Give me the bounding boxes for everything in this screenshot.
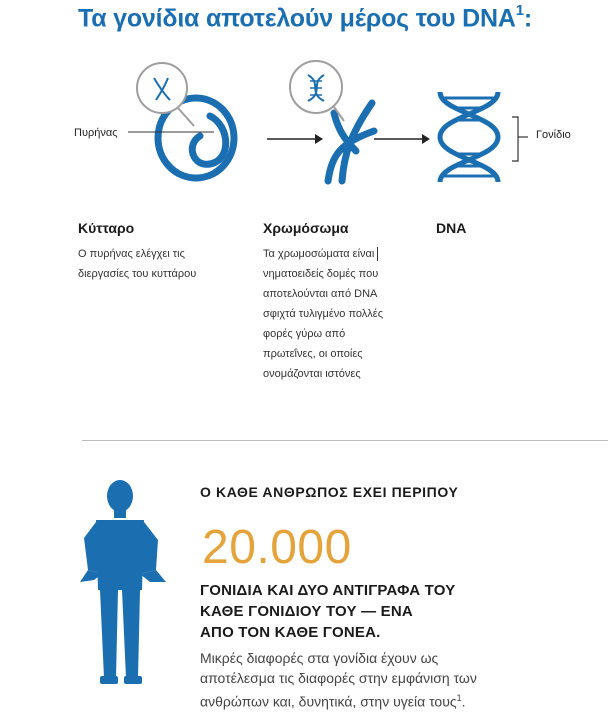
gene-bracket — [510, 115, 530, 165]
dna-helix-illustration — [434, 90, 504, 184]
cell-heading: Κύτταρο — [78, 220, 135, 236]
note-footnote: 1 — [456, 693, 462, 703]
stat-intro: Ο ΚΑΘΕ ΑΝΘΡΩΠΟΣ ΕΧΕΙ ΠΕΡΙΠΟΥ — [200, 484, 459, 500]
arrow-right-icon — [372, 132, 432, 146]
stat-description: ΓΟΝΙΔΙΑ ΚΑΙ ΔΥΟ ΑΝΤΙΓΡΑΦΑ ΤΟΥ ΚΑΘΕ ΓΟΝΙΔΙΟΥ ΤΟΥ — ΕΝΑ ΑΠΟ ΤΟΝ ΚΑΘΕ ΓΟΝΕΑ. — [200, 582, 456, 641]
dna-heading: DNA — [436, 220, 467, 236]
section-divider — [82, 440, 608, 441]
stat-number: 20.000 — [202, 521, 352, 574]
chromosome-heading: Χρωμόσωμα — [263, 220, 349, 236]
stat-note: Μικρές διαφορές στα γονίδια έχουν ως αποτέλεσμα τις διαφορές στην εμφάνιση των ανθρώπων και, δυνητικά, στην υγεία τους$^1$. — [200, 650, 477, 710]
cell-description: Ο πυρήνας ελέγχει τις διεργασίες του κυττάρου — [78, 248, 197, 280]
chromosome-illustration — [282, 55, 392, 190]
nucleus-pointer-line — [126, 126, 216, 138]
page-title: Τα γονίδια αποτελούν μέρος του DNA$^1$: — [78, 2, 533, 33]
person-silhouette-icon — [78, 478, 168, 690]
text-cursor — [377, 247, 378, 261]
title-footnote: 1 — [515, 2, 524, 19]
chromosome-description: Τα χρωμοσώματα είναι νηματοειδείς δομές που αποτελούνται από DNA σφιχτά τυλιγμένο πολλές φορές γύρω από πρωτεΐνες, οι οποίες ονομάζονται ιστόνες — [263, 248, 384, 380]
cell-illustration — [120, 56, 260, 186]
gene-label: Γονίδιο — [536, 129, 571, 141]
nucleus-label: Πυρήνας — [74, 127, 118, 139]
